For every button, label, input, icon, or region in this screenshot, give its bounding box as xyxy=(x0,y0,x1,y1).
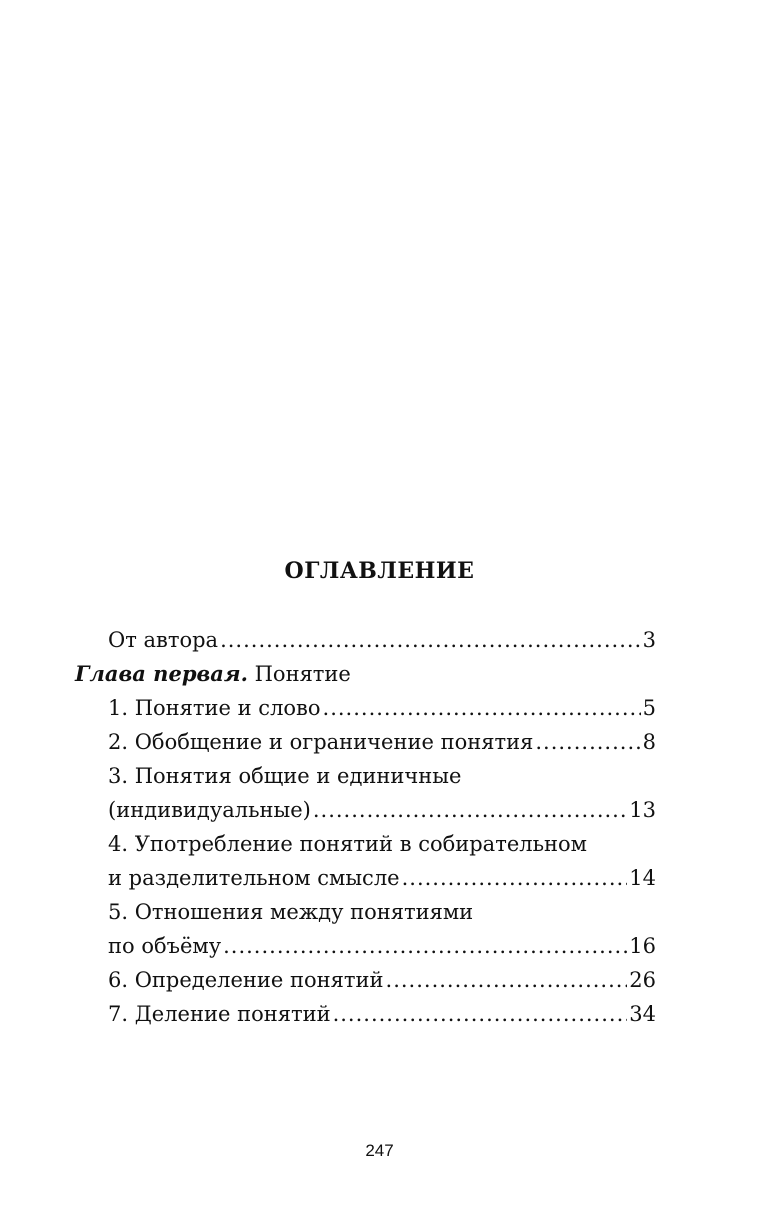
toc-entry-text: 1. Понятие и слово xyxy=(108,696,321,720)
toc-entry-1[interactable] xyxy=(108,691,656,725)
toc-entry-5-line1[interactable]: 5. Отношения между понятиями xyxy=(108,900,474,924)
toc-entry-page: 5 xyxy=(642,696,656,720)
toc-entry-page: 16 xyxy=(629,934,656,958)
dot-leader xyxy=(535,725,640,759)
toc-entry-page: 34 xyxy=(629,1002,656,1026)
toc-entry-page: 26 xyxy=(629,968,656,992)
toc-entry-text: 2. Обобщение и ограничение понятия xyxy=(108,730,534,754)
toc-entry-text: (индивидуальные) xyxy=(108,798,311,822)
toc-entry-page: 3 xyxy=(642,628,656,652)
page-number: 247 xyxy=(365,1141,394,1160)
toc-entry-text: 7. Деление понятий xyxy=(108,1002,331,1026)
toc-entry-text: 6. Определение понятий xyxy=(108,968,384,992)
dot-leader xyxy=(220,623,641,657)
dot-leader xyxy=(333,997,628,1031)
toc-entry-4[interactable] xyxy=(108,861,656,895)
toc-chapter-heading xyxy=(75,657,656,691)
toc-entry-text: От автора xyxy=(108,628,219,652)
toc-entry-7[interactable] xyxy=(108,997,656,1031)
dot-leader xyxy=(402,861,628,895)
toc-entry-2[interactable] xyxy=(108,725,656,759)
toc-entry-author[interactable] xyxy=(108,623,656,657)
dot-leader xyxy=(386,963,628,997)
toc-entry-page: 14 xyxy=(629,866,656,890)
toc-entry-text: и разделительном смысле xyxy=(108,866,400,890)
toc-entry-3[interactable] xyxy=(108,793,656,827)
chapter-title: Понятие xyxy=(254,662,351,686)
dot-leader xyxy=(313,793,627,827)
dot-leader xyxy=(323,691,641,725)
toc-entry-page: 8 xyxy=(642,730,656,754)
toc-entry-text: по объёму xyxy=(108,934,222,958)
toc-entry-4-line1[interactable]: 4. Употребление понятий в собирательном xyxy=(108,832,587,856)
chapter-label: Глава первая. xyxy=(75,661,248,686)
toc-entry-page: 13 xyxy=(629,798,656,822)
page-title: ОГЛАВЛЕНИЕ xyxy=(284,558,475,584)
toc-entry-5[interactable] xyxy=(108,929,656,963)
toc-entry-6[interactable] xyxy=(108,963,656,997)
toc-entry-3-line1[interactable]: 3. Понятия общие и единичные xyxy=(108,764,462,788)
dot-leader xyxy=(223,929,627,963)
